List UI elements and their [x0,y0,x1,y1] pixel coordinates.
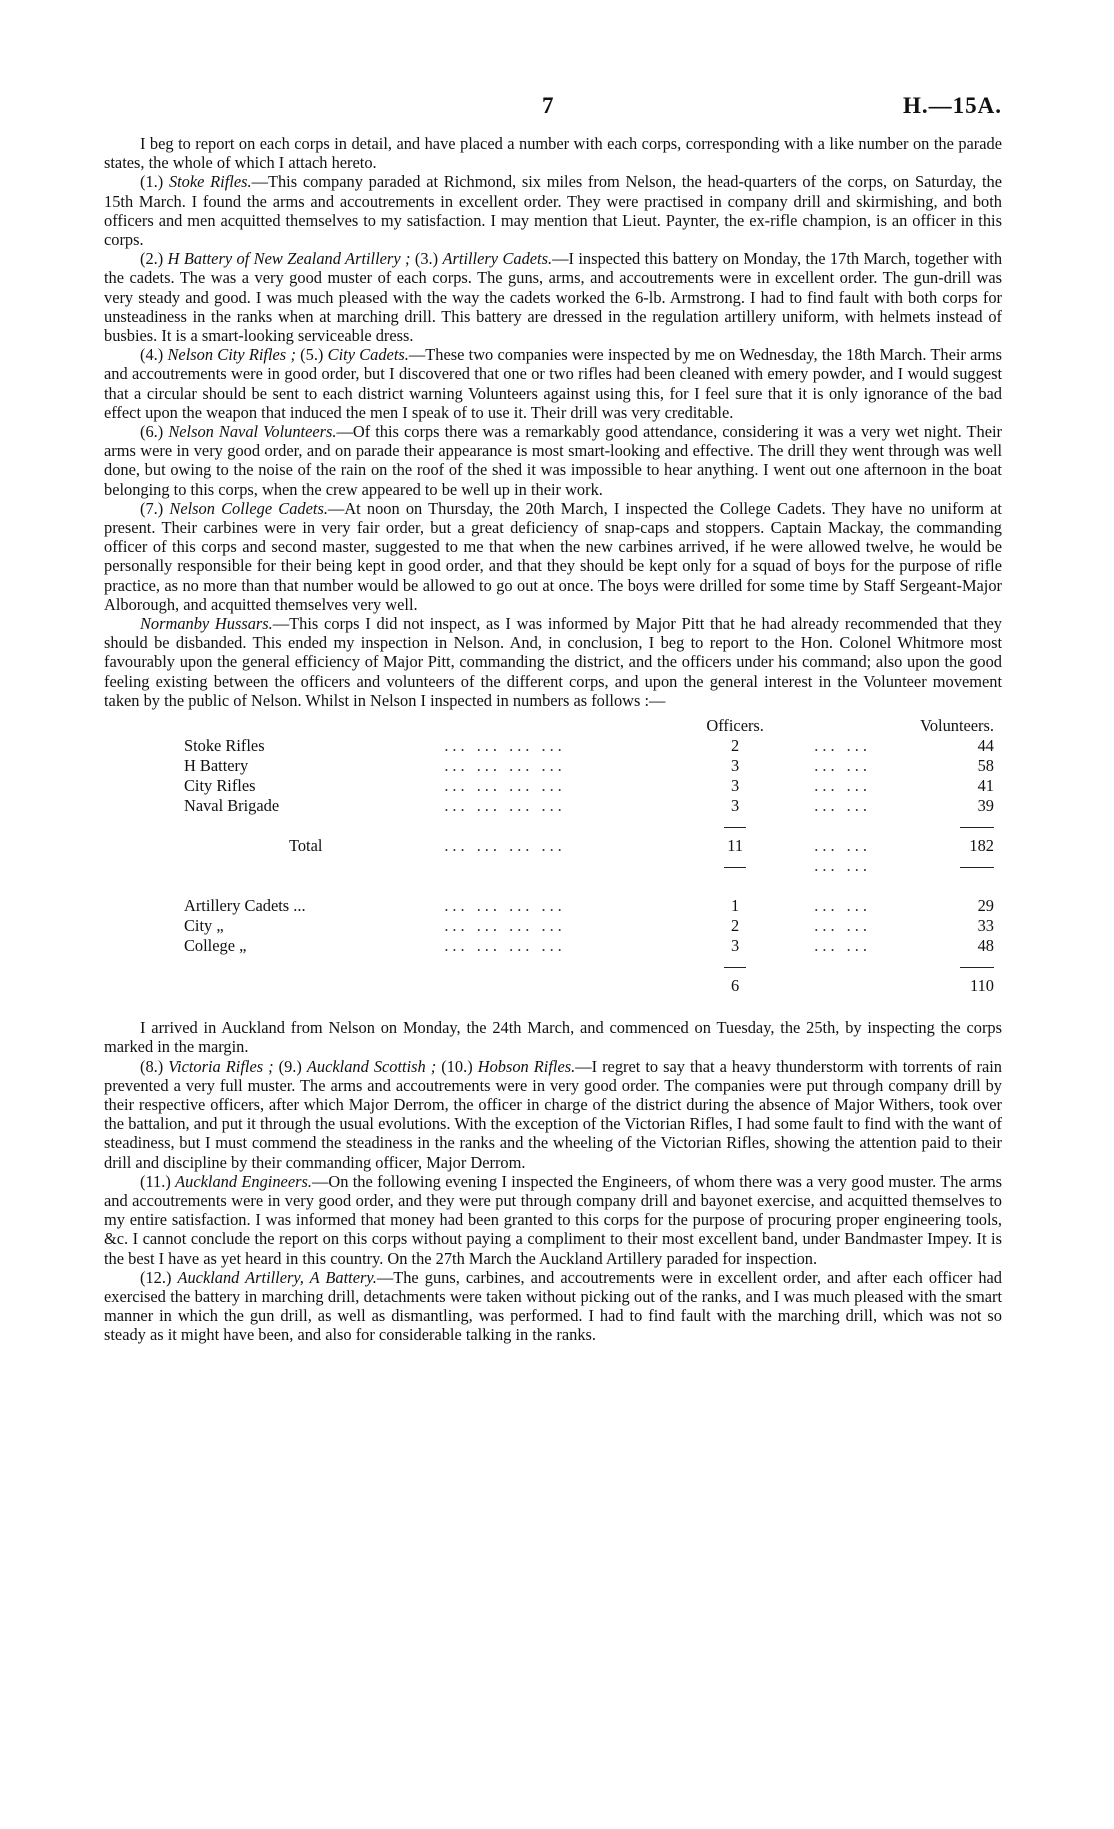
col-officers-header: Officers. [706,716,764,736]
corps-title: Stoke Rifles. [168,172,252,192]
total-row [104,976,1002,996]
table-row: Artillery Cadets ... ... ... ... ... 1 ... ... 29 [184,896,994,916]
table-header-row [104,716,1002,736]
rule-row [104,956,1002,976]
sum-rule [724,867,746,868]
table-row: City „ ... ... ... ... 2 ... ... 33 [184,916,994,936]
table-row: Stoke Rifles ... ... ... ... 2 ... ... 44 [184,736,994,756]
total-row: Total ... ... ... ... 11 ... ... 182 [104,836,1002,856]
rule-row: ... ... [104,856,1002,876]
section-normanby-hussars: Normanby Hussars.—This corps I did not inspect, as I was informed by Major Pitt that he had already recommended that they should be disbanded. This ended my inspection in Nelson. And, in conclusion, I beg to report to the Hon. Colonel Whitmore most favourably upon the general efficiency of Major Pitt, commanding the district, and the officers under his command; also upon the good feeling existing between the officers and volunteers of the different corps, and upon the general interest in the Volunteer movement taken by the public of Nelson. Whilst in Nelson I inspected in numbers as follows :— [104,614,1002,710]
auckland-intro: I arrived in Auckland from Nelson on Monday, the 24th March, and commenced on Tuesday, the 25th, by inspecting the corps marked in the margin. [104,1018,1002,1057]
table-row: Naval Brigade ... ... ... ... 3 ... ... 39 [184,796,994,816]
sum-rule [724,827,746,828]
total-officers: 6 [731,976,740,996]
intro-paragraph: I beg to report on each corps in detail, and have placed a number with each corps, corresponding with a like number on the parade states, the whole of which I attach hereto. [104,134,1002,173]
section-victoria-rifles: (8.) Victoria Rifles ; (9.) Auckland Scottish ; (10.) Hobson Rifles.—I regret to say that a heavy thunderstorm with torrents of rain prevented a very full muster. The arms and accoutrements were in very good order. The companies were put through company drill by their respective officers, after which Major Derrom, the officer in charge of the district during the absence of Major Withers, took over the battalion, and put it through the usual evolutions. With the exception of the Victorian Rifles, I had some fault to find with the want of steadiness, but I must commend the steadiness in the ranks and the wheeling of the Victorian Rifles, showing the attention paid to their drill and discipline by their commanding officer, Major Derrom. [104,1056,1002,1172]
corps-title: Nelson College Cadets. [169,498,328,518]
sum-rule [960,827,994,828]
rule-row [104,816,1002,836]
corps-title: Auckland Engineers. [175,1171,312,1191]
corps-title: Normanby Hussars. [140,614,273,634]
corps-title: Artillery Cadets. [442,249,553,269]
total-label: Total [289,836,323,856]
section-stoke-rifles: (1.) Stoke Rifles.—This company paraded at Richmond, six miles from Nelson, the head-quarters of the corps, on Saturday, the 15th March. I found the arms and accoutrements in excellent order. They were practised in company drill and skirmishing, and both officers and men acquitted themselves to my satisfaction. I may mention that Lieut. Paynter, the ex-rifle champion, is an officer in this corps. [104,172,1002,250]
document-reference: H.—15A. [903,93,1002,118]
sum-rule [960,967,994,968]
corps-title: Auckland Artillery, A Battery. [177,1267,377,1287]
numbers-table [104,716,1002,996]
section-naval-volunteers: (6.) Nelson Naval Volunteers.—Of this corps there was a remarkably good attendance, considering it was a very wet night. Their arms were in very good order, and on parade their appearance is most smart-looking and effective. The drill they went through was well done, but owing to the noise of the rain on the roof of the shed it was impossible to hear anything. I went out one afternoon in the boat belonging to this corps, when the crew appeared to be well up in their work. [104,422,1003,499]
table-row: College „ ... ... ... ... 3 ... ... 48 [184,936,994,956]
table-row: City Rifles ... ... ... ... 3 ... ... 41 [184,776,994,796]
total-volunteers: 110 [970,976,994,996]
corps-title: Nelson City Rifles ; [167,345,301,365]
table-row: H Battery ... ... ... ... 3 ... ... 58 [184,756,994,776]
total-officers: 11 [727,836,744,856]
total-volunteers: 182 [969,836,994,856]
corps-title: H Battery of New Zealand Artillery ; [167,249,415,269]
sum-rule [724,967,746,968]
sum-rule [960,867,994,868]
section-auckland-artillery: (12.) Auckland Artillery, A Battery.—The guns, carbines, and accoutrements were in excellent order, and after each officer had exercised the battery in marching drill, detachments were taken without picking out of the ranks, and I was much pleased with the smart manner in which the gun drill, as well as dismantling, was performed. I had to find fault with the marching drill, which was not so steady as it might have been, and also for considerable talking in the ranks. [104,1267,1003,1345]
corps-title: Nelson Naval Volunteers. [168,422,337,442]
section-h-battery: (2.) H Battery of New Zealand Artillery ; (3.) Artillery Cadets.—I inspected this battery on Monday, the 17th March, together with the cadets. The was a very good muster of each corps. The guns, arms, and accoutrements were in excellent order. The gun-drill was very steady and good. I was much pleased with the way the cadets worked the 6-lb. Armstrong. I had to find fault with both corps for unsteadiness in the ranks when at marching drill. This battery are dressed in the regulation artillery uniform, with helmets instead of busbies. It is a smart-looking serviceable dress. [104,249,1003,346]
corps-title: City Cadets. [327,345,409,365]
section-nelson-city-rifles: (4.) Nelson City Rifles ; (5.) City Cadets.—These two companies were inspected by me on Wednesday, the 18th March. Their arms and accoutrements were in good order, but I discovered that one or two rifles had been cleaned with emery powder, and I would suggest that a circular should be sent to each district warning Volunteers against using this, for I feel sure that it is only ignorance of the bad effect upon the weapon that induced the men I speak of to use it. Their drill was very creditable. [104,345,1003,422]
corps-title: Hobson Rifles. [477,1056,576,1076]
page-header [104,93,1002,134]
corps-title: Auckland Scottish ; [306,1056,442,1076]
col-volunteers-header: Volunteers. [920,716,994,736]
section-auckland-engineers: (11.) Auckland Engineers.—On the following evening I inspected the Engineers, of whom there was a very good muster. The arms and accoutrements were in very good order, and they were put through company drill and bayonet exercise, and acquitted themselves to my entire satisfaction. I was informed that money had been granted to this corps for the purpose of procuring proper engineering tools, &c. I cannot conclude the report on this corps without paying a compliment to their most excellent band, under Bandmaster Impey. It is the best I have as yet heard in this country. On the 27th March the Auckland Artillery paraded for inspection. [104,1171,1002,1268]
corps-title: Victoria Rifles ; [168,1056,279,1076]
section-college-cadets: (7.) Nelson College Cadets.—At noon on Thursday, the 20th March, I inspected the College Cadets. They have no uniform at present. Their carbines were in very fair order, but a great deficiency of snap-caps and stoppers. Captain Mackay, the commanding officer of this corps and second master, suggested to me that when the new carbines arrived, if he were allowed twelve, he would be personally responsible for their being kept in good order, and that they should be kept only for a squad of boys for the purpose of rifle practice, as no more than that number would be allowed to go out at once. The boys were drilled for some time by Staff Sergeant-Major Alborough, and acquitted themselves very well. [104,498,1002,614]
page-number: 7 [542,93,554,118]
